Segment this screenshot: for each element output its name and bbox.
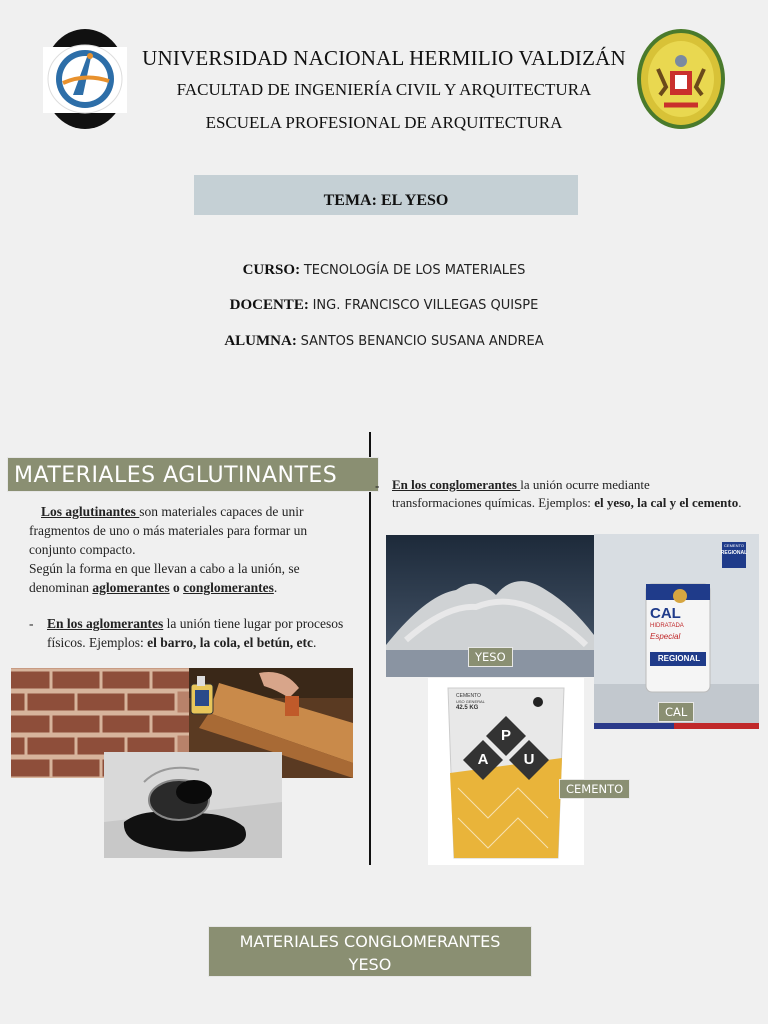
aglutinantes-definition: son materiales capaces de unir fragmentos de uno o más materiales para formar un conjunto compacto. bbox=[29, 504, 308, 557]
alumna-value: SANTOS BENANCIO SUSANA ANDREA bbox=[300, 334, 544, 349]
university-name: UNIVERSIDAD NACIONAL HERMILIO VALDIZÁN bbox=[142, 46, 626, 70]
aglomerantes-bullet bbox=[47, 614, 347, 652]
conglomerantes-bullet-term: En los conglomerantes bbox=[392, 477, 521, 492]
union-text: Según la forma en que llevan a cabo a la unión, se denominan bbox=[29, 561, 300, 595]
cal-bag-sub1: HIDRATADA bbox=[650, 623, 684, 629]
bullet-dash: - bbox=[29, 616, 34, 631]
aglomerantes-bullet-text: la unión tiene lugar por procesos físicos. Ejemplos: bbox=[47, 616, 344, 650]
right-dash: - bbox=[375, 478, 380, 493]
cal-bag-name: REGIONAL bbox=[657, 654, 701, 663]
aglomerantes-term: aglomerantes bbox=[92, 580, 170, 595]
period: . bbox=[312, 635, 317, 650]
cemento-bag-image bbox=[428, 678, 584, 865]
cemento-letter-u: U bbox=[523, 751, 535, 768]
cal-bag-image bbox=[594, 534, 759, 729]
tema-title: TEMA: EL YESO bbox=[323, 192, 449, 209]
docente-value: ING. FRANCISCO VILLEGAS QUISPE bbox=[312, 298, 539, 313]
cemento-bag-line3: 42.5 KG bbox=[456, 705, 479, 711]
docente-line bbox=[0, 297, 768, 314]
label-cal: CAL bbox=[658, 702, 694, 722]
faculty-name: FACULTAD DE INGENIERÍA CIVIL Y ARQUITECTURA bbox=[176, 80, 592, 99]
aglutinantes-paragraph bbox=[29, 502, 355, 597]
connector-o: o bbox=[169, 580, 184, 595]
cal-bag-sub2: Especial bbox=[650, 632, 681, 641]
aglomerantes-bullet-term: En los aglomerantes bbox=[47, 616, 164, 631]
bottom-section-title bbox=[208, 926, 532, 977]
cemento-letter-a: A bbox=[477, 751, 489, 768]
alumna-label: ALUMNA: bbox=[224, 333, 297, 349]
period: . bbox=[738, 495, 742, 510]
aglutinantes-term: Los aglutinantes bbox=[41, 504, 140, 519]
conglomerantes-examples: el yeso, la cal y el cemento bbox=[594, 495, 739, 510]
cal-badge-top: CEMENTO bbox=[724, 543, 744, 548]
section-title-aglutinantes: MATERIALES AGLUTINANTES bbox=[7, 457, 379, 492]
docente-label: DOCENTE: bbox=[229, 297, 309, 313]
vertical-divider bbox=[369, 432, 371, 865]
alumna-line bbox=[0, 333, 768, 350]
aglomerantes-examples: el barro, la cola, el betún, etc bbox=[147, 635, 313, 650]
cal-bag-brand: CAL bbox=[650, 605, 681, 622]
label-yeso: YESO bbox=[468, 647, 513, 667]
conglomerantes-term: conglomerantes bbox=[183, 580, 274, 595]
conglomerantes-bullet-text: la unión ocurre mediante transformaciones químicas. Ejemplos: bbox=[392, 477, 650, 510]
period: . bbox=[273, 580, 278, 595]
tar-bitumen-image bbox=[104, 752, 282, 858]
conglomerantes-paragraph bbox=[392, 476, 742, 512]
bottom-line1: MATERIALES CONGLOMERANTES bbox=[239, 932, 501, 951]
tema-banner bbox=[194, 175, 578, 215]
curso-value: TECNOLOGÍA DE LOS MATERIALES bbox=[303, 263, 526, 278]
label-cemento: CEMENTO bbox=[559, 779, 630, 799]
curso-label: CURSO: bbox=[242, 262, 301, 278]
cemento-bag-line2: USO GENERAL bbox=[456, 699, 485, 704]
school-name: ESCUELA PROFESIONAL DE ARQUITECTURA bbox=[205, 113, 563, 132]
cal-badge-name: REGIONAL bbox=[720, 550, 748, 556]
bottom-line2: YESO bbox=[348, 955, 392, 974]
curso-line bbox=[0, 262, 768, 279]
cemento-letter-p: P bbox=[500, 727, 511, 744]
cemento-bag-line1: CEMENTO bbox=[456, 693, 481, 699]
